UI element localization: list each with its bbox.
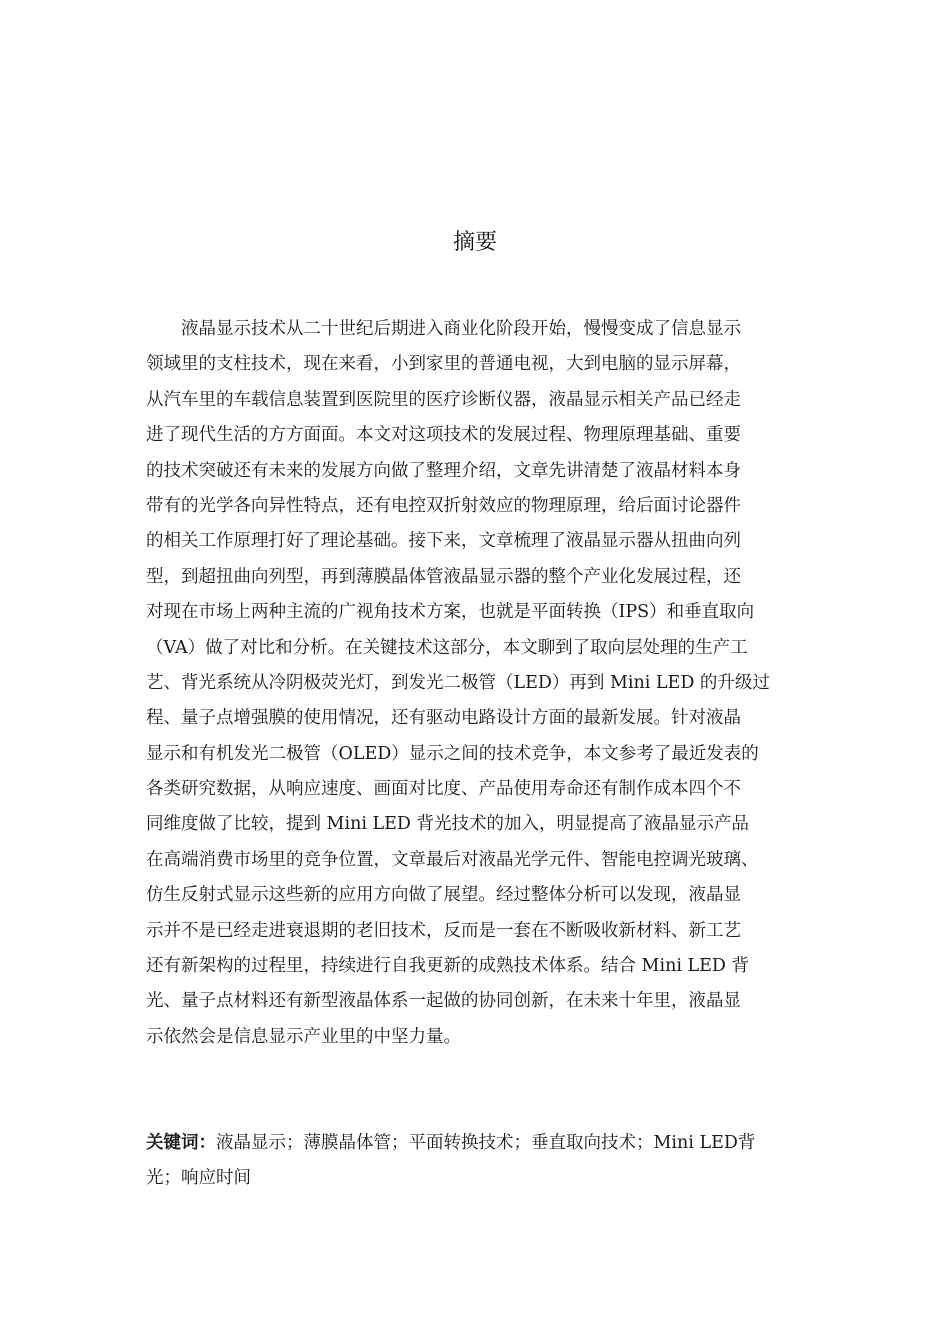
keywords-label: 关键词： xyxy=(146,1133,216,1153)
abstract-line: 进了现代生活的方方面面。本文对这项技术的发展过程、物理原理基础、重要 xyxy=(146,425,741,446)
page-title: 摘要 xyxy=(452,230,497,255)
abstract-line: 示并不是已经走进衰退期的老旧技术，反而是一套在不断吸收新材料、新工艺 xyxy=(146,920,741,941)
abstract-body xyxy=(146,312,812,1055)
abstract-line: 的技术突破还有未来的发展方向做了整理介绍，文章先讲清楚了液晶材料本身 xyxy=(146,460,741,481)
abstract-line: 带有的光学各向异性特点，还有电控双折射效应的物理原理，给后面讨论器件 xyxy=(146,495,741,516)
abstract-line: 还有新架构的过程里，持续进行自我更新的成熟技术体系。结合 Mini LED 背 xyxy=(146,956,749,977)
keywords-line-continued: 光；响应时间 xyxy=(146,1168,251,1189)
abstract-line: 液晶显示技术从二十世纪后期进入商业化阶段开始，慢慢变成了信息显示 xyxy=(181,319,741,339)
keywords-text: 液晶显示；薄膜晶体管；平面转换技术；垂直取向技术；Mini LED背 xyxy=(216,1133,756,1153)
abstract-line: 仿生反射式显示这些新的应用方向做了展望。经过整体分析可以发现，液晶显 xyxy=(146,885,741,906)
abstract-line: （VA）做了对比和分析。在关键技术这部分，本文聊到了取向层处理的生产工 xyxy=(146,637,748,658)
abstract-line: 领域里的支柱技术，现在来看，小到家里的普通电视，大到电脑的显示屏幕， xyxy=(146,354,741,375)
abstract-line: 型，到超扭曲向列型，再到薄膜晶体管液晶显示器的整个产业化发展过程，还 xyxy=(146,566,741,587)
abstract-line: 程、量子点增强膜的使用情况，还有驱动电路设计方面的最新发展。针对液晶 xyxy=(146,708,741,729)
abstract-line: 各类研究数据，从响应速度、画面对比度、产品使用寿命还有制作成本四个不 xyxy=(146,779,741,800)
abstract-line: 艺、背光系统从冷阴极荧光灯，到发光二极管（LED）再到 Mini LED 的升级过 xyxy=(146,672,770,693)
abstract-line: 光、量子点材料还有新型液晶体系一起做的协同创新，在未来十年里，液晶显 xyxy=(146,991,741,1012)
abstract-line: 从汽车里的车载信息装置到医院里的医疗诊断仪器，液晶显示相关产品已经走 xyxy=(146,389,741,410)
abstract-line: 显示和有机发光二极管（OLED）显示之间的技术竞争，本文参考了最近发表的 xyxy=(146,743,759,764)
abstract-line: 示依然会是信息显示产业里的中坚力量。 xyxy=(146,1026,461,1047)
abstract-line: 同维度做了比较，提到 Mini LED 背光技术的加入，明显提高了液晶显示产品 xyxy=(146,814,749,835)
abstract-line: 的相关工作原理打好了理论基础。接下来，文章梳理了液晶显示器从扭曲向列 xyxy=(146,531,741,552)
abstract-line: 对现在市场上两种主流的广视角技术方案，也就是平面转换（IPS）和垂直取向 xyxy=(146,602,755,623)
abstract-line: 在高端消费市场里的竞争位置，文章最后对液晶光学元件、智能电控调光玻璃、 xyxy=(146,849,759,870)
keywords-block xyxy=(146,1126,812,1197)
keywords-line xyxy=(146,1126,812,1161)
